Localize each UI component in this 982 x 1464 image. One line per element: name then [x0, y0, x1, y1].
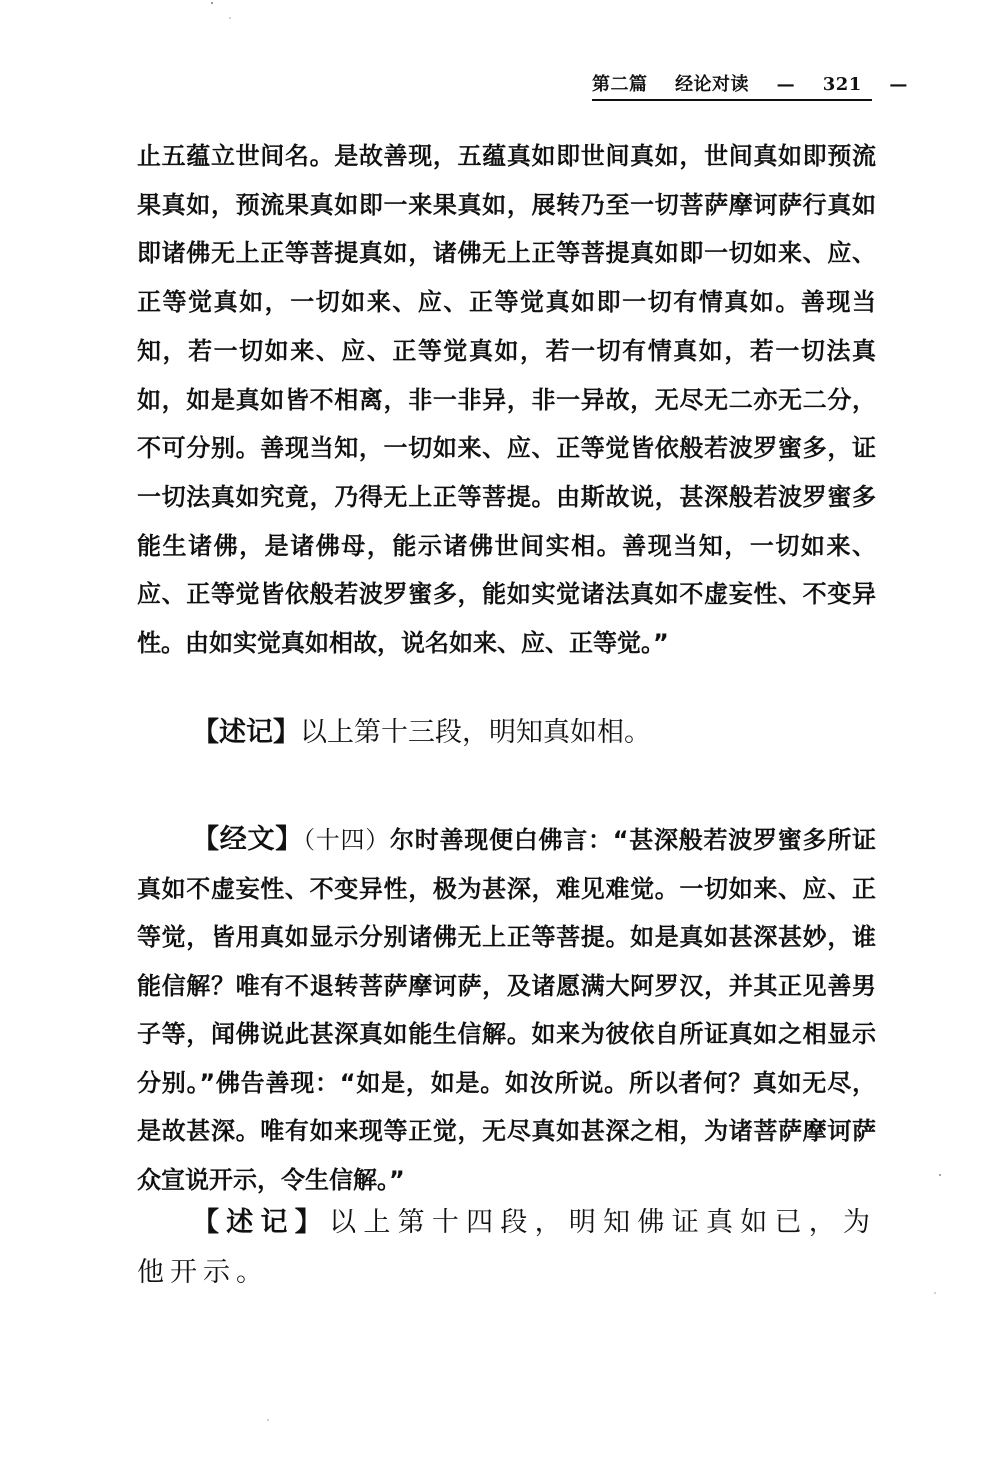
commentary-13: [137, 710, 876, 756]
scan-speck: [211, 2, 213, 4]
scan-speck: [229, 17, 231, 19]
running-head: [592, 70, 908, 98]
commentary-14: [137, 1198, 876, 1298]
section-label: 经论对读: [675, 74, 750, 95]
commentary-14-tag: 【述记】: [192, 1207, 330, 1238]
commentary-14-text: 以上第十四段，明知佛证真如已，为他开示。: [137, 1207, 877, 1288]
sutra-14-body: [137, 816, 876, 1204]
dash-left: —: [776, 74, 796, 95]
sutra-14-text: 尔时善现便白佛言：“甚深般若波罗蜜多所证真如不虚妄性、不变异性，极为甚深，难见难觉。一切如来、应、正等觉，皆用真如显示分别诸佛无上正等菩提。如是真如甚深甚妙，谁能信解？唯有不退转菩萨摩诃萨，及诸愿满大阿罗汉，并其正见善男子等，闻佛说此甚深真如能生信解。如来为彼依自所证真如之相显示分别。”佛告善现：“如是，如是。如汝所说。所以者何？真如无尽，是故甚深。唯有如来现等正觉，无尽真如甚深之相，为诸菩萨摩诃萨众宣说开示，令生信解。”: [137, 826, 876, 1194]
commentary-13-text: 以上第十三段，明知真如相。: [300, 717, 651, 748]
sutra-13-continuation: [137, 132, 876, 668]
scan-speck: [934, 1292, 936, 1294]
dash-right: —: [889, 74, 908, 95]
sutra-13-text: 止五蕴立世间名。是故善现，五蕴真如即世间真如，世间真如即预流果真如，预流果真如即一来果真如，展转乃至一切菩萨摩诃萨行真如即诸佛无上正等菩提真如，诸佛无上正等菩提真如即一切如来、应、正等觉真如，一切如来、应、正等觉真如即一切有情真如。善现当知，若一切如来、应、正等觉真如，若一切有情真如，若一切法真如，如是真如皆不相离，非一非异，非一异故，无尽无二亦无二分，不可分别。善现当知，一切如来、应、正等觉皆依般若波罗蜜多，证一切法真如究竟，乃得无上正等菩提。由斯故说，甚深般若波罗蜜多能生诸佛，是诸佛母，能示诸佛世间实相。善现当知，一切如来、应、正等觉皆依般若波罗蜜多，能如实觉诸法真如不虚妄性、不变异性。由如实觉真如相故，说名如来、应、正等觉。”: [137, 142, 876, 658]
header-rule: [592, 99, 872, 101]
sutra-14-number: （十四）: [303, 826, 390, 854]
commentary-13-tag: 【述记】: [192, 717, 300, 748]
sutra-14-paragraph: [137, 816, 876, 1204]
page-number: 321: [822, 74, 862, 95]
scan-speck: [939, 1174, 941, 1176]
sutra-14-tag: 【经文】: [192, 824, 303, 855]
chapter-label: 第二篇: [592, 74, 648, 95]
scan-speck: [267, 1419, 269, 1421]
